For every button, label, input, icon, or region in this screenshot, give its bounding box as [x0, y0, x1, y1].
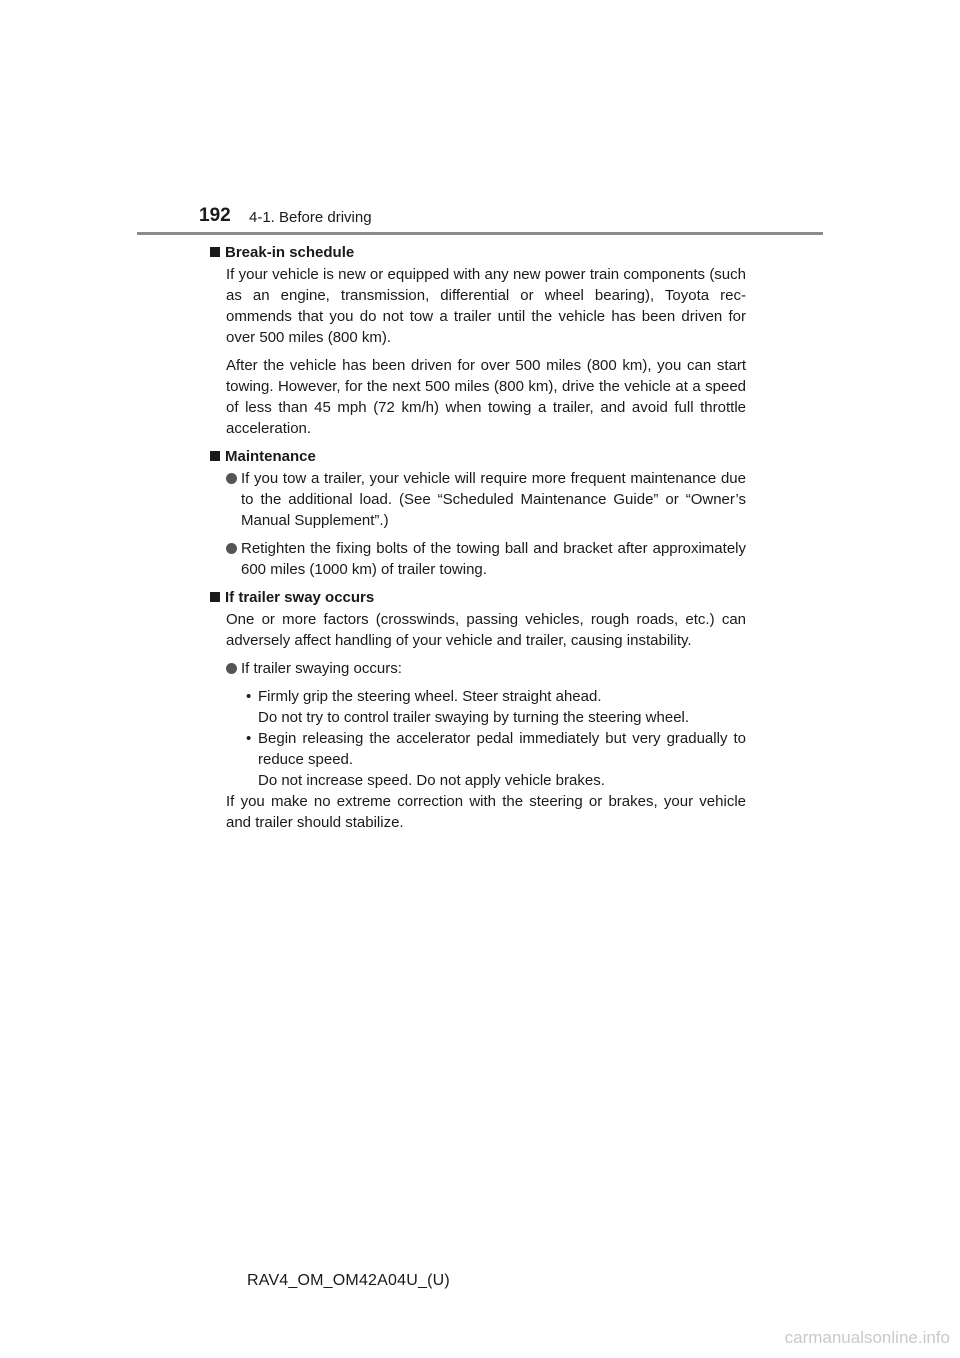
paragraph: If you make no extreme correction with the steering or brakes, your vehicle and trailer should stabilize.	[226, 793, 746, 831]
bullet-item: If trailer swaying occurs:	[226, 658, 746, 679]
bullet-item: Retighten the fixing bolts of the towing ball and bracket after approximately 600 miles (1000 km) of trailer towing.	[226, 538, 746, 580]
sub-list-item: • Firmly grip the steering wheel. Steer straight ahead. Do not try to control trailer swaying by turning the steering wheel.	[246, 688, 690, 726]
paragraph: One or more factors (crosswinds, passing vehicles, rough roads, etc.) can adversely affect handling of your vehicle and trailer, causing instability.	[226, 611, 746, 649]
document-code: RAV4_OM_OM42A04U_(U)	[247, 1272, 450, 1289]
square-bullet-icon	[210, 247, 220, 257]
dot-marker-icon: •	[246, 730, 252, 747]
header-rule	[137, 232, 823, 235]
section-maintenance	[210, 446, 746, 580]
section-heading: Maintenance	[210, 446, 746, 467]
section-break-in-schedule	[210, 242, 746, 439]
page-number: 192	[199, 205, 231, 226]
paragraph: After the vehicle has been driven for over 500 miles (800 km), you can start towing. However, for the next 500 miles (800 km), drive the vehicle at a speed of less than 45 mph (72 km/h) when towing a trailer, and avoid full throttle acceleration.	[226, 357, 746, 437]
section-trailer-sway	[210, 587, 746, 833]
dot-marker-icon: •	[246, 688, 252, 705]
section-title: 4-1. Before driving	[249, 209, 372, 226]
paragraph: If your vehicle is new or equipped with any new power train components (such as an engine, transmission, differential or wheel bearing), Toyota rec-ommends that you do not tow a trailer until the vehicle has been driven for over 500 miles (800 km).	[226, 266, 746, 346]
square-bullet-icon	[210, 451, 220, 461]
section-heading: Break-in schedule	[210, 242, 746, 263]
page-content	[210, 242, 746, 833]
sub-list-item: • Begin releasing the accelerator pedal immediately but very gradually to reduce speed. Do not increase speed. Do not apply vehicle brakes.	[246, 730, 746, 789]
watermark: carmanualsonline.info	[784, 1328, 950, 1347]
bullet-item: If you tow a trailer, your vehicle will require more frequent maintenance due to the additional load. (See “Scheduled Maintenance Guide” or “Owner’s Manual Supplement”.)	[226, 468, 746, 531]
section-heading: If trailer sway occurs	[210, 587, 746, 608]
circle-bullet-icon	[226, 663, 237, 674]
circle-bullet-icon	[226, 473, 237, 484]
sub-list	[241, 686, 746, 791]
square-bullet-icon	[210, 592, 220, 602]
page-header	[0, 205, 960, 235]
circle-bullet-icon	[226, 543, 237, 554]
